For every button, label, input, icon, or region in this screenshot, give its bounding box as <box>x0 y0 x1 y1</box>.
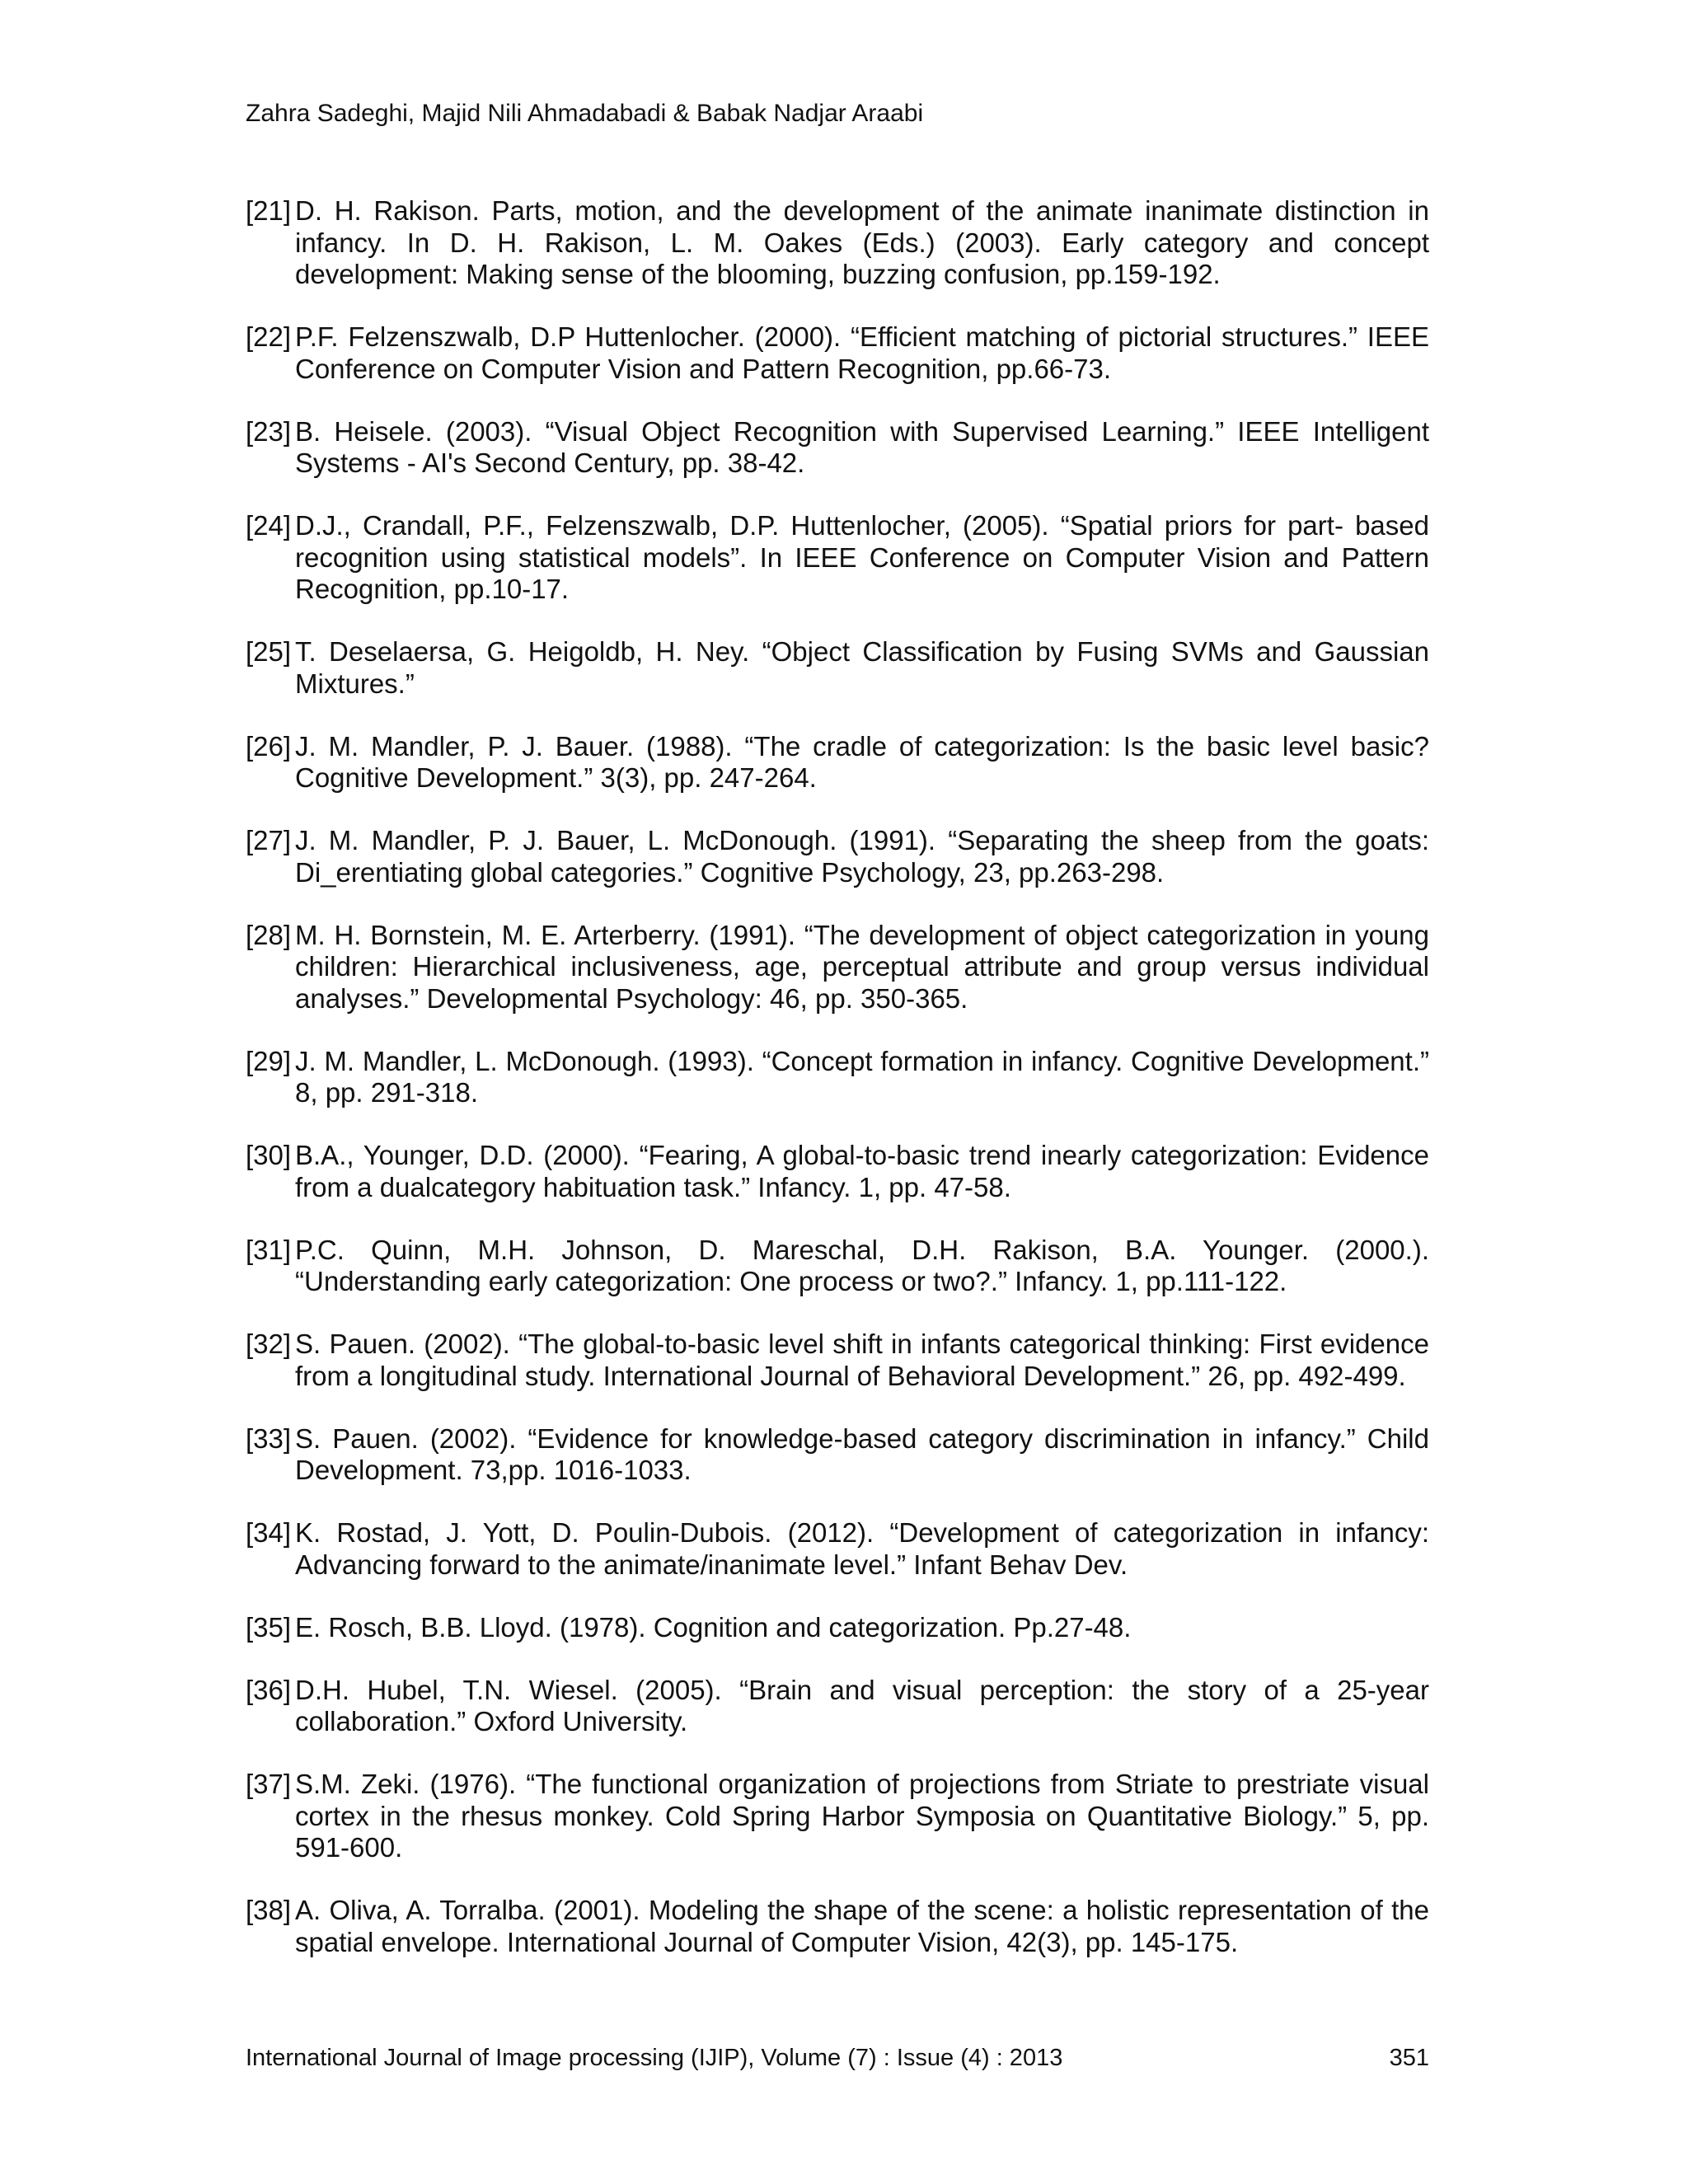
reference-number: [37] <box>246 1769 292 1799</box>
reference-number: [23] <box>246 415 292 447</box>
reference-number: [33] <box>246 1422 292 1454</box>
reference-text: D.H. Hubel, T.N. Wiesel. (2005). “Brain and visual perception: the story of a 25-year collaboration.” Oxford University. <box>295 1674 1429 1736</box>
page-number: 351 <box>1389 2045 1429 2071</box>
reference-text: T. Deselaersa, G. Heigoldb, H. Ney. “Object Classification by Fusing SVMs and Gaussian Mixtures.” <box>295 636 1429 699</box>
reference-item <box>246 1235 1429 1298</box>
reference-number: [28] <box>246 919 292 950</box>
reference-text: A. Oliva, A. Torralba. (2001). Modeling the shape of the scene: a holistic representation of the spatial envelope. International Journal of Computer Vision, 42(3), pp. 145-175. <box>295 1895 1429 1957</box>
footer-journal-citation: International Journal of Image processing (IJIP), Volume (7) : Issue (4) : 2013 <box>246 2045 1063 2071</box>
reference-number: [22] <box>246 321 292 352</box>
reference-item <box>246 195 1429 291</box>
reference-text: S.M. Zeki. (1976). “The functional organization of projections from Striate to prestriate visual cortex in the rhesus monkey. Cold Spring Harbor Symposia on Quantitative Biology.” 5, pp. 591-600. <box>295 1769 1429 1863</box>
reference-item <box>246 1895 1429 1958</box>
reference-number: [34] <box>246 1517 292 1548</box>
reference-text: J. M. Mandler, P. J. Bauer. (1988). “The cradle of categorization: Is the basic level basic? Cognitive Development.” 3(3), pp. 247-264. <box>295 730 1429 793</box>
reference-item <box>246 1046 1429 1109</box>
reference-number: [29] <box>246 1045 292 1076</box>
reference-number: [25] <box>246 636 292 667</box>
reference-number: [32] <box>246 1329 292 1359</box>
reference-number: [35] <box>246 1611 292 1643</box>
page-footer <box>246 2042 1429 2074</box>
reference-number: [26] <box>246 730 292 762</box>
reference-text: B.A., Younger, D.D. (2000). “Fearing, A global-to-basic trend inearly categorization: Evidence from a dualcategory habituation task.” Infancy. 1, pp. 47-58. <box>295 1140 1429 1202</box>
reference-item <box>246 731 1429 794</box>
running-header-authors: Zahra Sadeghi, Majid Nili Ahmadabadi & Babak Nadjar Araabi <box>246 100 924 127</box>
reference-number: [31] <box>246 1234 292 1265</box>
reference-item <box>246 825 1429 888</box>
reference-item <box>246 1612 1429 1644</box>
reference-number: [27] <box>246 825 292 855</box>
reference-item <box>246 510 1429 606</box>
reference-number: [30] <box>246 1140 292 1170</box>
reference-text: D. H. Rakison. Parts, motion, and the development of the animate inanimate distinction in infancy. In D. H. Rakison, L. M. Oakes (Eds.) (2003). Early category and concept development: Making sense of the blooming, buzzing confusion, pp.159-192. <box>295 195 1429 289</box>
reference-text: K. Rostad, J. Yott, D. Poulin-Dubois. (2012). “Development of categorization in infancy: Advancing forward to the animate/inanimate level.” Infant Behav Dev. <box>295 1517 1429 1580</box>
reference-list <box>246 195 1429 1990</box>
reference-text: P.F. Felzenszwalb, D.P Huttenlocher. (2000). “Efficient matching of pictorial structures.” IEEE Conference on Computer Vision and Pattern Recognition, pp.66-73. <box>295 321 1429 384</box>
reference-number: [38] <box>246 1895 292 1925</box>
reference-number: [21] <box>246 195 292 226</box>
reference-text: J. M. Mandler, P. J. Bauer, L. McDonough. (1991). “Separating the sheep from the goats: Di_erentiating global categories.” Cognitive Psychology, 23, pp.263-298. <box>295 825 1429 888</box>
reference-item <box>246 920 1429 1015</box>
reference-text: S. Pauen. (2002). “Evidence for knowledge-based category discrimination in infancy.” Child Development. 73,pp. 1016-1033. <box>295 1422 1429 1485</box>
reference-item <box>246 1423 1429 1487</box>
reference-text: J. M. Mandler, L. McDonough. (1993). “Concept formation in infancy. Cognitive Development.” 8, pp. 291-318. <box>295 1045 1429 1108</box>
reference-text: S. Pauen. (2002). “The global-to-basic level shift in infants categorical thinking: First evidence from a longitudinal study. International Journal of Behavioral Development.” 26, pp. 492-499. <box>295 1329 1429 1391</box>
reference-item <box>246 1140 1429 1203</box>
reference-item <box>246 1329 1429 1392</box>
reference-item <box>246 416 1429 480</box>
reference-text: E. Rosch, B.B. Lloyd. (1978). Cognition and categorization. Pp.27-48. <box>295 1611 1132 1643</box>
reference-item <box>246 321 1429 385</box>
reference-number: [36] <box>246 1674 292 1705</box>
reference-item <box>246 1517 1429 1581</box>
reference-number: [24] <box>246 510 292 541</box>
reference-item <box>246 1675 1429 1738</box>
reference-text: M. H. Bornstein, M. E. Arterberry. (1991). “The development of object categorization in young children: Hierarchical inclusiveness, age, perceptual attribute and group versus individual analyses.” Developmental Psychology: 46, pp. 350-365. <box>295 919 1429 1014</box>
reference-text: B. Heisele. (2003). “Visual Object Recognition with Supervised Learning.” IEEE Intelligent Systems - AI's Second Century, pp. 38-42. <box>295 415 1429 478</box>
reference-item <box>246 636 1429 700</box>
reference-text: P.C. Quinn, M.H. Johnson, D. Mareschal, D.H. Rakison, B.A. Younger. (2000.). “Understanding early categorization: One process or two?.” Infancy. 1, pp.111-122. <box>295 1234 1429 1296</box>
reference-text: D.J., Crandall, P.F., Felzenszwalb, D.P. Huttenlocher, (2005). “Spatial priors for part- based recognition using statistical models”. In IEEE Conference on Computer Vision and Pattern Recognition, pp.10-17. <box>295 510 1429 604</box>
reference-item <box>246 1769 1429 1864</box>
